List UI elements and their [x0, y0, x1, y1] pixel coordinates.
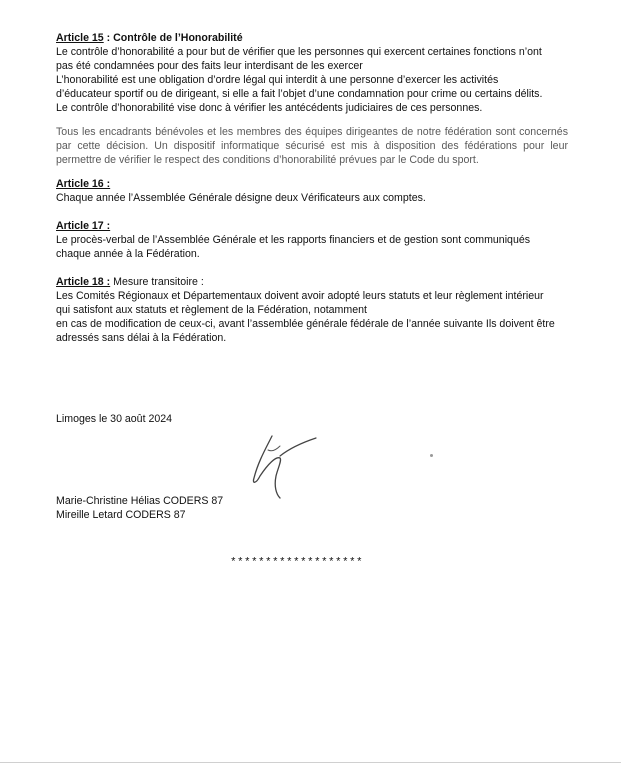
article-16 — [56, 177, 568, 205]
place-date: Limoges le 30 août 2024 — [56, 413, 173, 425]
handwritten-signature-icon — [250, 430, 320, 502]
article-18-line-4: adressés sans délai à la Fédération. — [56, 332, 227, 344]
article-15-line-1: Le contrôle d’honorabilité a pour but de vérifier que les personnes qui exercent certaines fonctions n’ont — [56, 46, 542, 58]
article-18-line-3: en cas de modification de ceux-ci, avant l’assemblée générale fédérale de l’année suivante Ils doivent être — [56, 318, 555, 330]
article-18-subtitle: Mesure transitoire : — [110, 276, 204, 288]
article-17-heading: Article 17 : — [56, 220, 111, 232]
article-15-number: Article 15 — [56, 32, 104, 44]
article-18-number: Article 18 : — [56, 276, 111, 288]
article-18-line-1: Les Comités Régionaux et Départementaux doivent avoir adopté leurs statuts et leur règlement intérieur — [56, 290, 544, 302]
article-15-line-2: pas été condamnées pour des faits leur interdisant de les exercer — [56, 60, 363, 72]
signer-2: Mireille Letard CODERS 87 — [56, 509, 186, 521]
article-16-heading: Article 16 : — [56, 178, 111, 190]
article-17-line-2: chaque année à la Fédération. — [56, 248, 200, 260]
article-15-heading — [56, 31, 568, 45]
article-15-title: : Contrôle de l’Honorabilité — [103, 32, 243, 44]
signer-1: Marie-Christine Hélias CODERS 87 — [56, 495, 224, 507]
article-15-gray-paragraph: Tous les encadrants bénévoles et les membres des équipes dirigeantes de notre fédération sont concernés par cette décision. Un dispositif informatique sécurisé est mis à disposition des fédérations pour leur permettre de vérifier le respect des conditions d’honorabilité prévues par le Code du sport. — [56, 126, 568, 166]
end-separator: ******************* — [230, 557, 364, 569]
article-18-line-2: qui satisfont aux statuts et règlement de la Fédération, notamment — [56, 304, 367, 316]
article-18 — [56, 275, 568, 345]
document-page — [56, 31, 568, 345]
article-17-line-1: Le procès-verbal de l’Assemblée Générale et les rapports financiers et de gestion sont communiqués — [56, 234, 531, 246]
article-18-heading — [56, 275, 568, 289]
article-15 — [56, 31, 568, 115]
article-16-text: Chaque année l’Assemblée Générale désigne deux Vérificateurs aux comptes. — [56, 192, 426, 204]
article-15-line-3: L’honorabilité est une obligation d’ordre légal qui interdit à une personne d’exercer les activités — [56, 74, 499, 86]
article-15-line-5: Le contrôle d’honorabilité vise donc à vérifier les antécédents judiciaires de ces personnes. — [56, 102, 483, 114]
page-bottom-rule — [0, 762, 621, 763]
article-17 — [56, 219, 568, 261]
article-15-line-4: d’éducateur sportif ou de dirigeant, si elle a fait l’objet d’une condamnation pour crime ou certains délits. — [56, 88, 543, 100]
ink-dot — [430, 454, 433, 457]
